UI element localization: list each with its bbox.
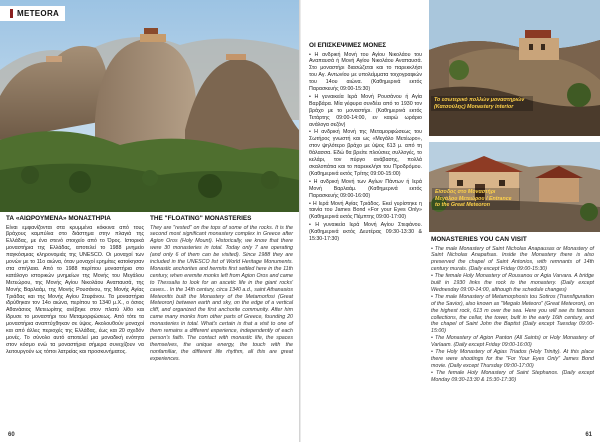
page-number-left: 60 xyxy=(8,432,15,438)
english-visit-item: • The male Monastery of Metamorphosis tou Sotiros (Transfiguration of the Savior), also known as "Megalo Meteoro" (Great Meteoron), on the highest rock, 613 m over the sea. Here you will see its famous collections, the cellar, the tower, built in the early 16th century, and the chapel of Saint John the Baptist (Daily except Tuesday 09:00-15:00) xyxy=(431,293,594,335)
section-tag xyxy=(0,6,65,21)
greek-visit-item: • Η γυναικεία Ιερά Μονή Ρουσάνου ή Αγία Βαρβάρα. Μία γέφυρα συνδέει από το 1930 τον βράχο με το μοναστήρι. (Καθημερινά εκτός Τετάρτης 09:00-14:00, εν καιρώ ωράριο ανάλογα σεζόν) xyxy=(309,93,422,128)
english-visit-item: • The male Monastery of Saint Nicholas Anapausas or Monastery of Saint Nicholas Anapafsas. Inside the Monastery there is also preserved the chapel of Saint Antonios, with remnants of 14th century murals. (Daily except Friday 09:00-15:30) xyxy=(431,245,594,273)
english-visit-item: • The female Holy Monastery of Rousanou or Agia Varvara. A bridge built in 1930 links the rock to the monastery. (Daily except Wednesday 09:00-14:00, although the schedule changes) xyxy=(431,273,594,293)
greek-article-column xyxy=(6,215,144,356)
greek-visits-column xyxy=(309,42,422,244)
page-number-right: 61 xyxy=(585,432,592,438)
right-page xyxy=(301,0,600,442)
english-visit-item: • The female Holy Monastery of Saint Stephanos. (Daily except Monday 09:30-13:30 & 15:30-17:30) xyxy=(431,369,594,383)
meteora-landscape-photo xyxy=(0,0,299,212)
greek-visits-list xyxy=(309,52,422,243)
greek-article-body: Είναι εμφανίζονται στα κρυμμένα κόκκινα από τους βράχους καμπύλια στο διάστημα στην πλαγιά της Ελλάδας, με ένα στενό στοιχείο από το Όρος. Ιστορικά μοναστήρια της Ελλάδας, αποτελεί το 1988 μνημείο παγκόσμιας κληρονομιάς της UNESCO. Οι μοναχοί των μονών με το 11ο αιώνα, όταν μοναχοί ερημίτες κατοίκησαν στα σπήλαια. Από το 1988 περίπου μοναστήρια στο κατάλογο ιστορικών μνημείων της Μονής του Μεγάλου Μετεώρου, της Μονής Αγίου Νικολάου Αναπαυσά, της Μονής Βαρλαάμ, της Μονής Ρουσάνου, της Μονής Αγίας Τριάδας και της Μονής Αγίου Στεφάνου. Τα μοναστήρια ιδρύθηκαν τον 14ο αιώνα, περίπου το 1340 μ.Χ., ο όσιος Αθανάσιος Μετεωρίτης ανέβηκε στον πλατύ λίθο και ίδρυσε το μοναστήρι του Μεταμορφώσεως. Από τότε τα μοναστήρια αναπτύχθηκαν σε ύψος. Ακολουθούν μοναχοί και από άλλες περιοχές της Ελλάδας, έως και 20 σχεδόν μονές. Το σύνολο αυτό αποτελεί μια μοναδική ενότητα στον κόσμο ενώ τα μοναστήρια σήμερα συνεχίζουν να λειτουργούν ως τόποι λατρείας και προσκυνήματος. xyxy=(6,224,144,355)
greek-visit-item: • Η ανδρική Μονή του Αγίου Νικολάου του Αναπαυσά ή Μονή Αγίου Νικολάου Αναπαυσά. Στο μοναστήρι διασώζεται και το παρεκκλήσι του Αγ. Αντωνίου με υπολείμματα τοιχογραφιών του 14ου αιώνα. (Καθημερινά εκτός Παρασκευής 09:00-15:30) xyxy=(309,51,422,93)
great-meteoron-entrance-illustration xyxy=(429,142,600,232)
meteora-landscape-illustration xyxy=(0,0,299,212)
greek-article-title: ΤΑ «ΑΙΩΡΟΥΜΕΝΑ» ΜΟΝΑΣΤΗΡΙΑ xyxy=(6,215,111,222)
english-article-column xyxy=(150,215,293,363)
section-tag-label: METEORA xyxy=(17,9,60,18)
english-article-body: They are "rested" on the tops of some of the rocks. It is the second most significant monastery complex in Greece after Agion Oros (Holy Mount). Historically, we know that there were 30 monasteries in total. Today only 7 are operating (and only 6 of them can be visited). Since 1988 they are included in the UNESCO list of World Heritage Monuments. Monastic anchorites and hermits first settled here in the 11th century, when eremite monks left from Agion Oros and came to Thessalia to look for an ascetic life in the giant rocks' caves... In the 14th century, circa 1340 a.d., saint Athanasios Meteoritis built the Monastery of the Metamorfosi (Great Meteoron) between earth and sky, on the edge of a vertical cliff, and organized the first anchorite community. After him came many monks from other parts of Greece, founding 20 monasteries in total. What's certain is that a visit to one of them remains a different experience, independently of each person's faith. The contact with monastic life, the spaces themselves, the unique energy, the touch with the nonfamiliar, the different life rhythm, all this are great experiences. xyxy=(150,224,293,362)
great-meteoron-entrance-photo xyxy=(429,142,600,232)
english-visit-item: • The Holy Monastery of Agias Triados (Holy Trinity). At this place there were shootings for the "For Your Eyes Only" James Bond movie. (Daily except Thursday 09:00-17:00) xyxy=(431,349,594,369)
monastery-interior-illustration xyxy=(429,0,600,136)
english-visits-column xyxy=(431,236,594,384)
greek-visit-item: • Η ανδρική Μονή των Αγίων Πάντων ή Ιερά Μονή Βαρλαάμ. (Καθημερινά εκτός Παρασκευής 09:00-16:00) xyxy=(309,178,422,199)
left-page xyxy=(0,0,299,442)
greek-visits-title: ΟΙ ΕΠΙΣΚΕΨΙΜΕΣ ΜΟΝΕΣ xyxy=(309,42,387,49)
photo-caption-top: Το εσωτερικό πολλών μοναστηριών (Κατσούλης) Monastery interior xyxy=(431,96,533,111)
photo-caption-mid: Είσοδος στο Μοναστήρι Μεγάλου Μετεώρου / Entrance to the Great Meteoron xyxy=(432,188,520,210)
greek-visit-item: • Η Ιερά Μονή Αγίας Τριάδος. Εκεί γυρίστηκε η ταινία του James Bond «For your Eyes Only» (Καθημερινά εκτός Πέμπτης 09:00-17:00) xyxy=(309,200,422,221)
section-tag-bar xyxy=(10,9,13,18)
english-visit-item: • The Monastery of Agion Panton (All Saints) or Holy Monastery of Varlaam. (Daily except Friday 09:00-16:00) xyxy=(431,335,594,349)
english-visits-list xyxy=(431,246,594,384)
greek-visit-item: • Η ανδρική Μονή της Μεταμορφώσεως του Σωτήρος γνωστή και ως «Μεγάλο Μετέωρο», στον ψηλότερο βράχο με ύψος 613 μ. από τη θάλασσα. Εδώ θα βρείτε πλούσιες συλλογές, το κελάρι, τον πύργο ανάβασης, πολλά σκαλοπάτια και το παρεκκλήσι του Προδρόμου. (Καθημερινά εκτός Τρίτης 09:00-15:00) xyxy=(309,129,422,177)
greek-visit-item: • Η γυναικεία Ιερά Μονή Αγίου Στεφάνου. (Καθημερινά εκτός Δευτέρας 09:30-13:30 & 15:30-17:30) xyxy=(309,222,422,243)
english-visits-title: MONASTERIES YOU CAN VISIT xyxy=(431,236,527,243)
english-article-title: THE "FLOATING" MONASTERIES xyxy=(150,215,252,222)
monastery-interior-photo xyxy=(429,0,600,136)
